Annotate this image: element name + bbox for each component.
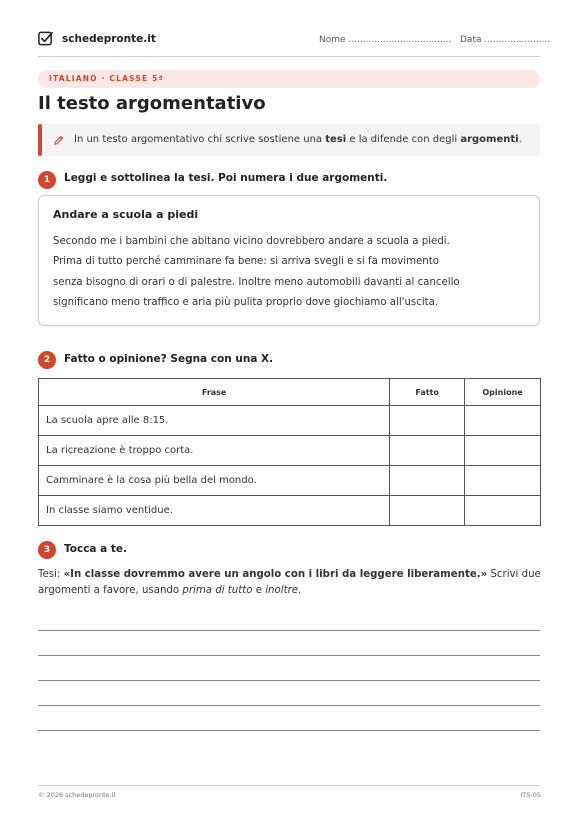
table-row (39, 406, 541, 436)
section-3-title: Tocca a te. (64, 543, 128, 555)
header-divider (38, 56, 540, 57)
writing-line[interactable] (38, 730, 540, 731)
task-instruction: Tesi: «In classe dovremmo avere un angolo con i libri da leggere liberamente.» Scrivi due argomenti a favore, usando prima di tutto e inoltre. (38, 569, 541, 596)
opinione-checkbox-cell[interactable] (465, 496, 541, 526)
keyword-argomenti: argomenti (460, 134, 519, 145)
table-row (39, 436, 541, 466)
footer-divider (38, 785, 540, 786)
subject-label: ITALIANO · CLASSE 5ª (49, 74, 164, 83)
opinione-checkbox-cell[interactable] (465, 436, 541, 466)
note-text: In un testo argomentativo chi scrive sostiene una tesi e la difende con degli argomenti. (74, 134, 522, 145)
subject-badge (38, 70, 540, 88)
column-header-fatto: Fatto (390, 379, 465, 406)
fatto-checkbox-cell[interactable] (390, 436, 465, 466)
column-header-opinione: Opinione (465, 379, 541, 406)
fact-opinion-table (38, 378, 541, 526)
section-2-title: Fatto o opinione? Segna con una X. (64, 353, 274, 365)
reading-title: Andare a scuola a piedi (53, 208, 199, 221)
footer-code: ITS-05 (520, 791, 541, 799)
pencil-icon (53, 135, 64, 146)
page-title: Il testo argomentativo (38, 93, 266, 114)
writing-line[interactable] (38, 680, 540, 681)
keyword-tesi: tesi (325, 134, 347, 145)
reading-line: senza bisogno di orari o di palestre. Inoltre meno automobili davanti al cancello (53, 277, 460, 288)
note-accent-bar (38, 124, 42, 156)
section-1-title: Leggi e sottolinea la tesi. Poi numera i due argomenti. (64, 172, 388, 184)
fatto-checkbox-cell[interactable] (390, 406, 465, 436)
table-row (39, 466, 541, 496)
opinione-checkbox-cell[interactable] (465, 406, 541, 436)
writing-line[interactable] (38, 705, 540, 706)
checkbox-logo-icon (38, 31, 53, 46)
opinione-checkbox-cell[interactable] (465, 466, 541, 496)
table-row (39, 496, 541, 526)
reading-line: Secondo me i bambini che abitano vicino dovrebbero andare a scuola a piedi. (53, 236, 450, 247)
fatto-checkbox-cell[interactable] (390, 496, 465, 526)
sentence-cell: La ricreazione è troppo corta. (39, 436, 390, 466)
section-3-number: 3 (38, 541, 56, 559)
column-header-frase: Frase (39, 379, 390, 406)
footer-copyright: © 2026 schedepronte.it (38, 791, 117, 799)
sentence-cell: In classe siamo ventidue. (39, 496, 390, 526)
fatto-checkbox-cell[interactable] (390, 466, 465, 496)
brand-name: schedepronte.it (62, 33, 156, 45)
writing-line[interactable] (38, 630, 540, 631)
name-field: Nome .................................... (319, 35, 452, 45)
table-header-row (39, 379, 541, 406)
writing-line[interactable] (38, 655, 540, 656)
reading-line: significano meno traffico e aria più pulita proprio dove giochiamo all'uscita. (53, 297, 439, 308)
sentence-cell: Camminare è la cosa più bella del mondo. (39, 466, 390, 496)
date-field: Data ....................... (460, 35, 551, 45)
thesis-statement: «In classe dovremmo avere un angolo con i libri da leggere liberamente.» (63, 569, 488, 580)
sentence-cell: La scuola apre alle 8:15. (39, 406, 390, 436)
section-1-number: 1 (38, 171, 56, 189)
reading-line: Prima di tutto perché camminare fa bene: si arriva svegli e si fa movimento (53, 256, 439, 267)
section-2-number: 2 (38, 351, 56, 369)
